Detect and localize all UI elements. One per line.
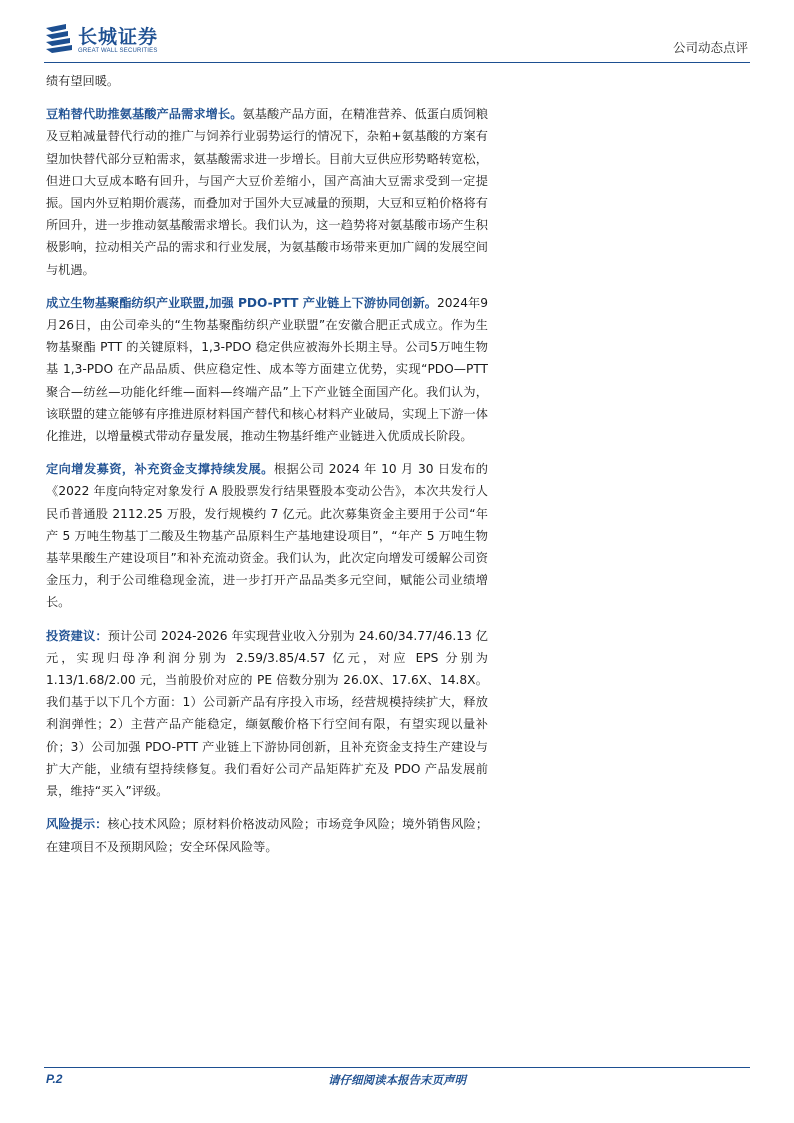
page-number: P.2 — [46, 1072, 63, 1086]
paragraph-lead: 定向增发募资，补充资金支撑持续发展。 — [46, 462, 274, 477]
paragraph-amino-acid — [46, 103, 488, 281]
paragraph-text: 2024年9月26日，由公司牵头的“生物基聚酯纺织产业联盟”在安徽合肥正式成立。作为生物基聚酯 PTT 的关键原料，1,3-PDO 稳定供应被海外长期主导。公司5万吨生物基 1,3-PDO 在产品品质、供应稳定性、成本等方面建立优势，实现“PDO—PTT 聚合—纺丝—功能化纤维—面料—终端产品”上下产业链全面国产化。我们认为，该联盟的建立能够有序推进原材料国产替代和核心材料产业破局，实现上下游一体化推进，以增量模式带动存量发展，推动生物基纤维产业链进入优质成长阶段。 — [46, 295, 488, 444]
footer-divider — [44, 1067, 750, 1068]
paragraph-text: 绩有望回暖。 — [46, 74, 120, 88]
header-divider — [44, 62, 750, 63]
paragraph-text: 氨基酸产品方面，在精准营养、低蛋白质饲粮及豆粕减量替代行动的推广与饲养行业弱势运行的情况下，杂粕+氨基酸的方案有望加快替代部分豆粕需求，氨基酸需求进一步增长。目前大豆供应形势略转宽松，但进口大豆成本略有回升，与国产大豆价差缩小，国产高油大豆需求受到一定提振。国内外豆粕期价震荡，而叠加对于国外大豆减量的预期，大豆和豆粕价格将有所回升，进一步推动氨基酸需求增长。我们认为，这一趋势将对氨基酸市场产生积极影响，拉动相关产品的需求和行业发展，为氨基酸市场带来更加广阔的发展空间与机遇。 — [46, 107, 489, 277]
paragraph-investment-advice — [46, 625, 488, 803]
paragraph-continuation — [46, 70, 488, 92]
paragraph-text: 预计公司 2024-2026 年实现营业收入分别为 24.60/34.77/46.13 亿元，实现归母净利润分别为 2.59/3.85/4.57 亿元，对应 EPS 分别为 1.13/1.68/2.00 元，当前股价对应的 PE 倍数分别为 26.0X、17.6X、14.8X。我们基于以下几个方面：1）公司新产品有序投入市场，经营规模持续扩大，释放利润弹性；2）主营产品产能稳定，缬氨酸价格下行空间有限，有望实现以量补价；3）公司加强 PDO-PTT 产业链上下游协同创新，且补充资金支持生产建设与扩大产能，业绩有望持续修复。我们看好公司产品矩阵扩充及 PDO 产品发展前景，维持“买入”评级。 — [46, 628, 488, 799]
paragraph-lead: 风险提示： — [46, 817, 108, 832]
report-body — [46, 70, 488, 869]
footer-disclaimer: 请仔细阅读本报告末页声明 — [328, 1073, 466, 1087]
paragraph-lead: 豆粕替代助推氨基酸产品需求增长。 — [46, 107, 243, 122]
paragraph-text: 核心技术风险；原材料价格波动风险；市场竞争风险；境外销售风险；在建项目不及预期风险；安全环保风险等。 — [46, 817, 489, 854]
report-type: 公司动态点评 — [672, 40, 748, 55]
page-header — [44, 18, 750, 62]
paragraph-lead: 成立生物基聚酯纺织产业联盟,加强 PDO-PTT 产业链上下游协同创新。 — [46, 295, 437, 310]
paragraph-private-placement — [46, 458, 488, 613]
paragraph-text: 根据公司 2024 年 10 月 30 日发布的《2022 年度向特定对象发行 A 股股票发行结果暨股本变动公告》，本次共发行人民币普通股 2112.25 万股，发行规模约 7 亿元。此次募集资金主要用于公司“年产 5 万吨生物基丁二酸及生物基产品原料生产基地建设项目”，“年产 5 万吨生物基苹果酸生产建设项目”和补充流动资金。我们认为，此次定向增发可缓解公司资金压力，利于公司维稳现金流，进一步打开产品品类多元空间，赋能公司业绩增长。 — [46, 462, 488, 610]
logo-english-name: GREAT WALL SECURITIES — [78, 48, 158, 54]
paragraph-industry-alliance — [46, 292, 488, 447]
company-logo — [44, 24, 174, 60]
paragraph-risk-warning — [46, 813, 488, 857]
great-wall-logo-icon — [44, 24, 72, 54]
logo-chinese-name: 长城证券 — [78, 26, 159, 48]
paragraph-lead: 投资建议： — [46, 628, 108, 643]
